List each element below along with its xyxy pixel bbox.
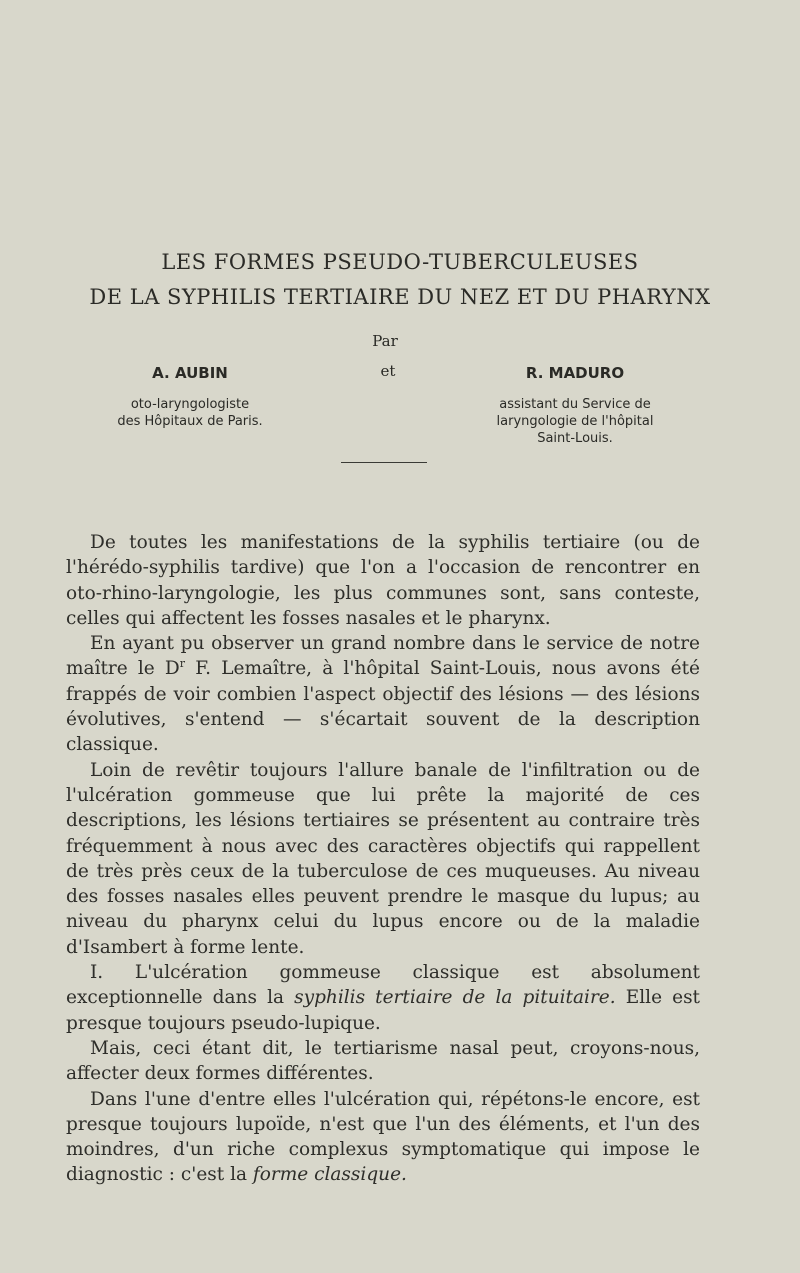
author-role-line: laryngologie de l'hôpital <box>496 414 654 429</box>
superscript: r <box>179 657 186 671</box>
author-aubin <box>90 364 290 430</box>
text-run: Dans l'une d'entre elles l'ulcération qui, répétons-le encore, est presque toujours lupoïde, n'est que l'un des éléments, et l'un des moindres, d'un riche complexus symptomatique qui impose le diagnostic : c'est la <box>66 1088 700 1186</box>
article-body <box>66 530 700 1188</box>
italic-run: forme classique. <box>252 1164 407 1186</box>
author-name: R. MADURO <box>525 364 625 382</box>
paragraph-2 <box>66 631 700 757</box>
italic-run: syphilis tertiaire de la pituitaire. <box>294 987 616 1009</box>
par-label: Par <box>372 332 398 350</box>
et-label: et <box>380 362 396 380</box>
author-role-line: Saint-Louis. <box>537 431 613 446</box>
text-run: Elle est presque toujours pseudo-lupique. <box>66 987 700 1034</box>
paragraph-3: Loin de revêtir toujours l'allure banale de l'infiltration ou de l'ulcération gommeuse que lui prête la majorité de ces descriptions, les lésions tertiaires se présentent au contraire très fréquemment à nous avec des caractères objectifs qui rappellent de très près ceux de la tuberculose de ces muqueuses. Au niveau des fosses nasales elles peuvent prendre le masque du lupus; au niveau du pharynx celui du lupus encore ou de la maladie d'Isambert à forme lente. <box>66 759 700 958</box>
title-line-1: LES FORMES PSEUDO-TUBERCULEUSES <box>161 250 639 274</box>
paragraph-6 <box>66 1087 700 1188</box>
separator-rule <box>341 462 427 463</box>
paragraph-1: De toutes les manifestations de la syphilis tertiaire (ou de l'hérédo-syphilis tardive) que l'on a l'occasion de rencontrer en oto-rhino-laryngologie, les plus communes sont, sans conteste, celles qui affectent les fosses nasales et le pharynx. <box>66 532 700 629</box>
author-maduro <box>470 364 680 447</box>
author-role-line: des Hôpitaux de Paris. <box>117 414 263 429</box>
author-role <box>470 396 680 447</box>
paragraph-5: Mais, ceci étant dit, le tertiarisme nasal peut, croyons-nous, affecter deux formes différentes. <box>66 1037 700 1085</box>
text-run: F. Lemaître, à l'hôpital Saint-Louis, nous avons été frappés de voir combien l'aspect objectif des lésions — des lésions évolutives, s'entend — s'écartait souvent de la description classique. <box>66 658 700 756</box>
author-role <box>90 396 290 430</box>
paragraph-4 <box>66 960 700 1036</box>
text-run: En ayant pu observer un grand nombre dans le service de notre maître le D <box>66 633 700 680</box>
author-role-line: oto-laryngologiste <box>130 397 250 412</box>
title-line-2: DE LA SYPHILIS TERTIAIRE DU NEZ ET DU PHARYNX <box>89 285 711 309</box>
text-run: I. L'ulcération gommeuse classique est absolument exceptionnelle dans la <box>66 962 700 1009</box>
author-name: A. AUBIN <box>152 364 228 382</box>
author-role-line: assistant du Service de <box>499 397 651 412</box>
